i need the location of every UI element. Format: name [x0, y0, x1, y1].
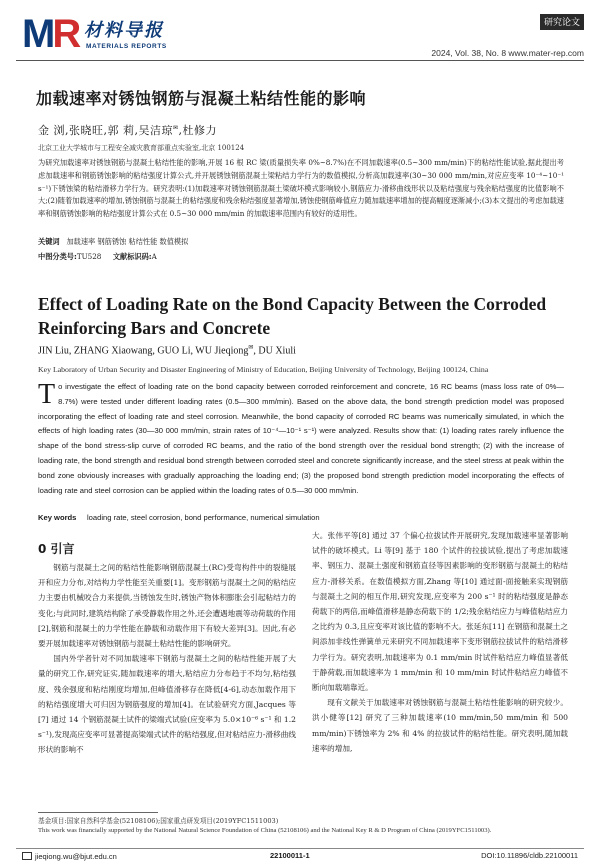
- en-affiliation: Key Laboratory of Urban Security and Disaster Engineering of Ministry of Education, Beijing University of Technology, Beijing 100124, China: [38, 365, 489, 374]
- cn-abstract: 为研究加载速率对锈蚀钢筋与混凝土粘结性能的影响,开展 16 根 RC 梁(质量损失率 0%~8.7%)在不同加载速率(0.5~300 mm/min)下的粘结性能试验,据此提出考虑加载速率和钢筋锈蚀影响的粘结强度计算公式,并开展锈蚀钢筋混凝土梁粘结力学行为的数值模拟,分析高加载速率(30~30 000 mm/min,对应应变率 10⁻⁴~10⁻¹ s⁻¹)下锈蚀梁的粘结滑移力学行为。研究表明:(1)加载速率对锈蚀钢筋混凝土梁破坏模式影响较小,钢筋应力-滑移曲线形状以及粘结强度与残余粘结强度的比值影响不大;(2)随着加载速率的增加,锈蚀钢筋与混凝土的粘结强度和残余粘结强度显著增加,锈蚀使钢筋峰值应力随加载速率增加的提高幅度逐渐减小;(3)本文提出的考虑加载速率和钢筋锈蚀影响的粘结强度计算公式在 0.5~30 000 mm/min 的加载速率范围内有较好的适用性。: [38, 158, 564, 219]
- section-badge: 研究论文: [540, 14, 584, 30]
- body-right-column: [312, 528, 568, 756]
- dropcap: T: [38, 379, 56, 410]
- footnote-divider: [38, 812, 158, 813]
- en-authors: JIN Liu, ZHANG Xiaowang, GUO Li, WU Jieqiong✉, DU Xiuli: [38, 345, 296, 357]
- en-title: Effect of Loading Rate on the Bond Capacity Between the Corroded Reinforcing Bars and Concrete: [38, 294, 547, 338]
- body-paragraph: 大。张伟平等[8] 通过 37 个偏心拉拔试件开展研究,发现加载速率显著影响试件的破坏模式。Li 等[9] 基于 180 个试件的拉拔试验,提出了考虑加载速率、钢压力、混凝土强度和钢筋直径等因素影响的变形钢筋与混凝土的粘结应力-滑移关系。在数值模拟方面,Zhang 等[10] 通过面-面接触来实现钢筋与混凝土之间的相互作用,研究发现,应变率为 200 s⁻¹ 时的粘结强度是静态荷载下的两倍,而峰值滑移是静态荷载下的 1/2;残余粘结应力与峰值粘结应力之比约为 0.3,且应变率对该比值的影响不大。张延东[11] 在钢筋和混凝土之间添加非线性弹簧单元来研究不同加载速率下变形钢筋拉拔试件的粘结滑移力学行为。研究表明,加载速率为 0.1 mm/min 时试件粘结应力峰值显著低于静荷载,而加载速率为 1 mm/min 和 10 mm/min 时试件粘结应力峰值不断向加载端靠近。: [312, 531, 568, 693]
- doi[interactable]: DOI:10.11896/cldb.22100011: [481, 851, 578, 860]
- mail-icon: [22, 852, 32, 860]
- cn-affiliation: 北京工业大学城市与工程安全减灾教育部重点实验室,北京 100124: [38, 144, 245, 152]
- page-number: 22100011-1: [270, 851, 310, 860]
- cn-authors: 金 浏,张晓旺,郭 莉,吴洁琼✉,杜修力: [38, 124, 218, 137]
- journal-logo-cn: 材料导报: [84, 20, 164, 41]
- journal-logo-en: MATERIALS REPORTS: [86, 43, 167, 50]
- cn-title: 加载速率对锈蚀钢筋与混凝土粘结性能的影响: [36, 89, 367, 108]
- funding-cn: 基金项目:国家自然科学基金(52108106);国家重点研发项目(2019YFC1511003): [38, 817, 279, 825]
- corresponding-email[interactable]: jieqiong.wu@bjut.edu.cn: [22, 851, 117, 861]
- funding-en: This work was financially supported by the National Natural Science Foundation of China (52108106) and the National Key R & D Program of China (2019YFC1511003).: [38, 827, 492, 834]
- body-paragraph: 钢筋与混凝土之间的粘结性能影响钢筋混凝土(RC)受弯构件中的裂缝展开和应力分布,对结构力学性能至关重要[1]。变形钢筋与混凝土之间的粘结应力主要由机械咬合力来提供,当锈蚀发生时,锈蚀产物体积膨胀会引起粘结力的变化;与此同时,建筑结构除了承受静载作用之外,还会遭遇地震等动荷载的作用[2],钢筋和混凝土的力学性能在静载和动载作用下有较大差异[3]。因此,有必要开展加载速率对锈蚀钢筋与混凝土粘结性能的影响研究。: [38, 563, 296, 649]
- journal-logo-mark: MR: [22, 12, 79, 56]
- body-paragraph: 现有文献关于加载速率对锈蚀钢筋与混凝土粘结性能影响的研究较少。洪小健等[12] 研究了三种加载速率(10 mm/min,50 mm/min 和 500 mm/min)下锈蚀率为 2% 和 4% 的拉拔试件的粘结性能。研究表明,随加载速率的增加,: [312, 698, 568, 753]
- body-left-column: [38, 560, 296, 758]
- footer-divider: [16, 848, 584, 849]
- journal-info: 2024, Vol. 38, No. 8 www.mater-rep.com: [431, 48, 584, 58]
- en-abstract: To investigate the effect of loading rate on the bond capacity between corroded reinforcement and concrete, 16 RC beams (mass loss rate of 0%—8.7%) were tested under different loading rates (0.5—300 mm/min). Based on the above data, the bond strength prediction model was proposed incorporating the effect of loading rate and steel corrosion. Meanwhile, the bond capacity of corroded RC beams was numerically simulated, in which the effects of high loading rates (30—30 000 mm/min, strain rates of 10⁻⁴—10⁻¹ s⁻¹) were analyzed. Results show that: (1) loading rates rarely influence the shape of the bond stress-slip curve of corroded RC beams, and the ratio of the bond strength over the residual bond strength; (2) with the increase of loading rate, the bond strength and residual bond strength between corroded steel and concrete significantly increase, and the steel stress at peak within the bond zone obviously increases with gradually approaching the loading end; (3) the proposed bond strength prediction model incorporating the effects of loading rate and steel corrosion can be applied within the loading rates of 0.5—30 000 mm/min.: [38, 379, 564, 495]
- cn-classification: 中图分类号:TU528 文献标识码:A: [38, 252, 157, 261]
- en-keywords: Key words loading rate, steel corrosion, bond performance, numerical simulation: [38, 513, 320, 522]
- mail-mark-icon: ✉: [248, 345, 254, 351]
- mail-mark-icon: ✉: [172, 124, 179, 132]
- body-paragraph: 国内外学者针对不同加载速率下钢筋与混凝土之间的粘结性能开展了大量的研究工作,研究证实,随加载速率的增大,粘结应力分布趋于不均匀,粘结强度、残余强度和粘结刚度均增加,但峰值滑移存在降低[4-6],动态加载作用下的粘结强度增大可归因为钢筋强度的增加[4]。在试验研究方面,Jacques 等[7] 通过 14 个钢筋混凝土试件的梁端式试验(应变率为 5.0×10⁻⁶ s⁻¹ 和 1.2 s⁻¹),发现高应变率可显著提高梁端式试件的粘结强度,但对粘结应力-滑移曲线形状的影响不: [38, 654, 296, 755]
- section-heading: 0 引言: [38, 542, 75, 556]
- header-divider: [16, 60, 584, 61]
- cn-keywords: 关键词 加载速率 钢筋锈蚀 粘结性能 数值模拟: [38, 237, 189, 246]
